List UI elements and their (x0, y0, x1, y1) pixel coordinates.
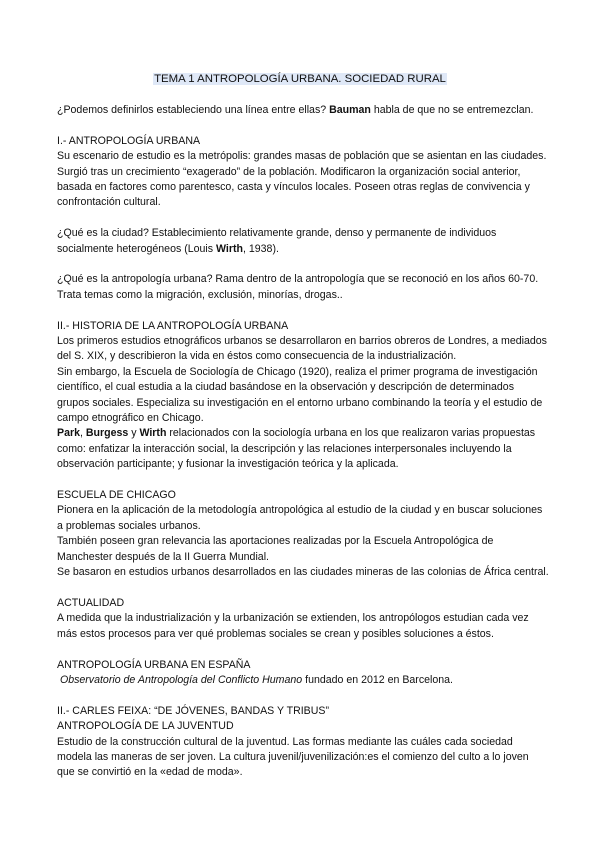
author-wirth: Wirth (216, 242, 243, 255)
document-body (57, 103, 549, 781)
document-title: TEMA 1 ANTROPOLOGÍA URBANA. SOCIEDAD RURAL (154, 73, 446, 85)
section-1-heading: I.- ANTROPOLOGÍA URBANA (57, 134, 201, 147)
observatory-name: Observatorio de Antropología del Conflicto Humano (59, 673, 303, 686)
author-burgess: Burgess (85, 427, 129, 440)
section-1-paragraph-1: Su escenario de estudio es la metrópolis: grandes masas de población que se asientan en las ciudades. Surgió tras un crecimiento “exagerado” de la población. Modificaron la organización social anterior, basada en factores como parentesco, casta y vínculos locales. Poseen otras reglas de convivencia y confrontación cultural. (57, 150, 547, 209)
author-park: Park (57, 427, 80, 440)
section-6-heading: II.- CARLES FEIXA: “DE JÓVENES, BANDAS Y TRIBUS” (57, 704, 329, 717)
section-2-paragraph-3: Park, Burgess y Wirth relacionados con la sociología urbana en los que realizaron varias propuestas como: enfatizar la interacción social, la descripción y las relaciones interpersonales incluyendo la observación participante; y fusionar la investigación teórica y la aplicada. (57, 427, 536, 471)
section-4-paragraph-1: A medida que la industrialización y la urbanización se extienden, los antropólogos estudian cada vez más estos procesos para ver qué problemas sociales se crean y posibles soluciones a éstos. (57, 612, 529, 640)
section-3-heading: ESCUELA DE CHICAGO (57, 489, 176, 502)
section-3-paragraph-3: Se basaron en estudios urbanos desarrollados en las ciudades mineras de las colonias de África central. (57, 566, 549, 579)
author-wirth-2: Wirth (139, 427, 167, 440)
section-5-heading: ANTROPOLOGÍA URBANA EN ESPAÑA (57, 658, 251, 671)
section-1-paragraph-2: ¿Qué es la ciudad? Establecimiento relativamente grande, denso y permanente de individuos socialmente heterogéneos (Louis Wirth, 1938). (57, 227, 497, 255)
intro-paragraph: ¿Podemos definirlos estableciendo una línea entre ellas? Bauman habla de que no se entremezclan. (57, 104, 534, 116)
section-3-paragraph-2: También poseen gran relevancia las aportaciones realizadas por la Escuela Antropológica de Manchester después de la II Guerra Mundial. (57, 535, 494, 563)
author-bauman: Bauman (329, 104, 371, 116)
section-2-paragraph-1: Los primeros estudios etnográficos urbanos se desarrollaron en barrios obreros de Londres, a mediados del S. XIX, y describieron la vida en éstos como consecuencia de la industrialización. (57, 335, 547, 363)
section-2-heading: II.- HISTORIA DE LA ANTROPOLOGÍA URBANA (57, 319, 289, 332)
section-3-paragraph-1: Pionera en la aplicación de la metodología antropológica al estudio de la ciudad y en buscar soluciones a problemas sociales urbanos. (57, 504, 543, 532)
section-6-paragraph-1: Estudio de la construcción cultural de la juventud. Las formas mediante las cuáles cada sociedad modela las maneras de ser joven. La cultura juvenil/juvenilización:es el comienzo del culto a lo joven que se convirtió en la «edad de moda». (57, 735, 529, 779)
section-6-subheading: ANTROPOLOGÍA DE LA JUVENTUD (57, 720, 234, 733)
section-4-heading: ACTUALIDAD (57, 596, 125, 609)
section-2-paragraph-2: Sin embargo, la Escuela de Sociología de Chicago (1920), realiza el primer programa de investigación científico, el cual estudia a la ciudad basándose en la observación y descripción de determinados grupos sociales. Especializa su investigación en el entorno urbano combinando la teoría y el estudio de campo etnográfico en Chicago. (57, 365, 543, 425)
section-5-paragraph-1: Observatorio de Antropología del Conflicto Humano fundado en 2012 en Barcelona. (59, 673, 453, 686)
section-1-paragraph-3: ¿Qué es la antropología urbana? Rama dentro de la antropología que se reconoció en los años 60-70. Trata temas como la migración, exclusión, minorías, drogas.. (57, 273, 539, 301)
